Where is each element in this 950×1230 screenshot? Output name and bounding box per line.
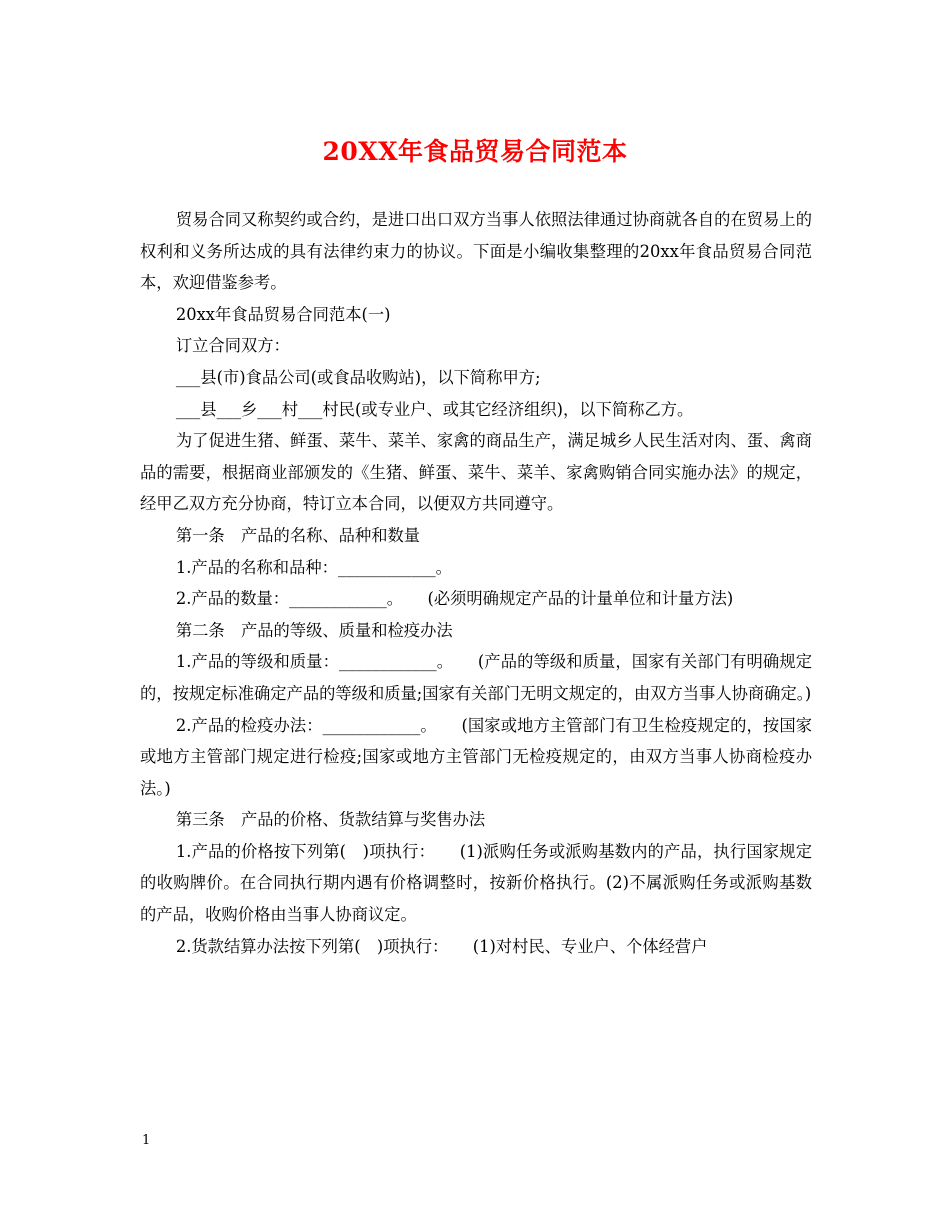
paragraph-article-1: 第一条 产品的名称、品种和数量 <box>175 525 421 545</box>
paragraph-purpose: 为了促进生猪、鲜蛋、菜牛、菜羊、家禽的商品生产，满足城乡人民生活对肉、蛋、禽商品的需要，根据商业部颁发的《生猪、鲜蛋、菜牛、菜羊、家禽购销合同实施办法》的规定，经甲乙双方充分协商，特订立本合同，以便双方共同遵守。 <box>140 431 812 514</box>
paragraph-parties-label: 订立合同双方： <box>175 336 290 356</box>
paragraph-article-3-item-2: 2.货款结算办法按下列第( )项执行： (1)对村民、专业户、个体经营户 <box>175 936 708 956</box>
paragraph-article-2: 第二条 产品的等级、质量和检疫办法 <box>175 620 453 640</box>
paragraph-article-1-item-1: 1.产品的名称和品种：____________。 <box>175 557 452 577</box>
paragraph-article-3: 第三条 产品的价格、货款结算与奖售办法 <box>175 810 486 830</box>
document-body <box>140 204 812 962</box>
paragraph-party-a: ___县(市)食品公司(或食品收购站)，以下简称甲方; <box>175 367 541 387</box>
paragraph-party-b: ___县___乡___村___村民(或专业户、或其它经济组织)，以下简称乙方。 <box>175 399 694 419</box>
document-title: 20XX年食品贸易合同范本 <box>322 137 628 166</box>
paragraph-contract-heading: 20xx年食品贸易合同范本(一) <box>175 304 391 324</box>
paragraph-article-2-item-1: 1.产品的等级和质量：____________。 (产品的等级和质量，国家有关部门有明确规定的，按规定标准确定产品的等级和质量;国家有关部门无明文规定的，由双方当事人协商确定。) <box>140 652 812 703</box>
paragraph-article-2-item-2: 2.产品的检疫办法：____________。 (国家或地方主管部门有卫生检疫规定的，按国家或地方主管部门规定进行检疫;国家或地方主管部门无检疫规定的，由双方当事人协商检疫办法。) <box>140 715 812 798</box>
page-number: 1 <box>142 1133 151 1148</box>
paragraph-intro: 贸易合同又称契约或合约，是进口出口双方当事人依照法律通过协商就各自的在贸易上的权利和义务所达成的具有法律约束力的协议。下面是小编收集整理的20xx年食品贸易合同范本，欢迎借鉴参考。 <box>140 210 812 293</box>
paragraph-article-3-item-1: 1.产品的价格按下列第( )项执行： (1)派购任务或派购基数内的产品，执行国家规定的收购牌价。在合同执行期内遇有价格调整时，按新价格执行。(2)不属派购任务或派购基数的产品，收购价格由当事人协商议定。 <box>140 841 812 925</box>
paragraph-article-1-item-2: 2.产品的数量：____________。 (必须明确规定产品的计量单位和计量方法) <box>175 589 734 609</box>
